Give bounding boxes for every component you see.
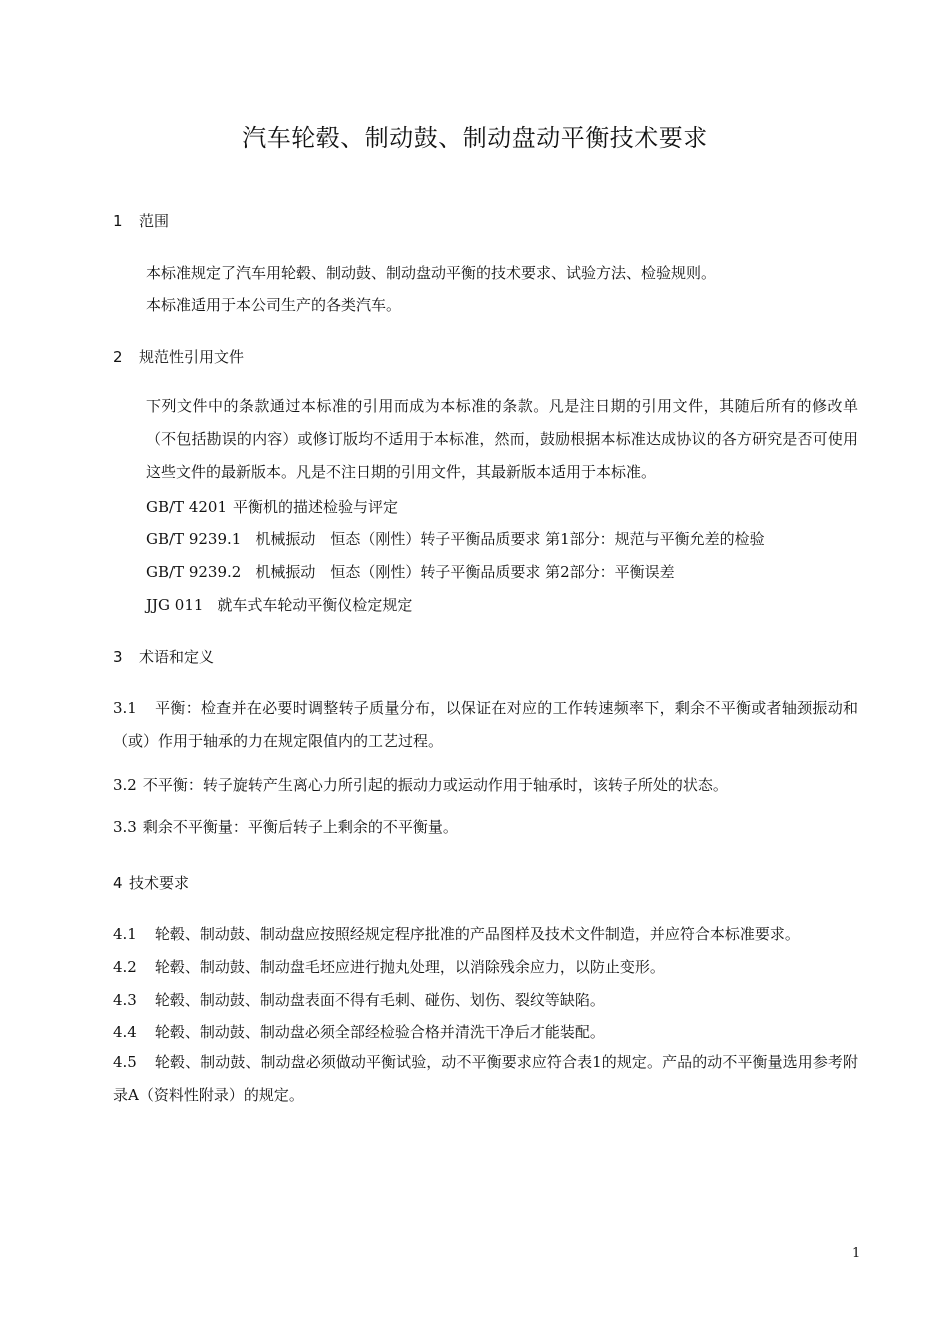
section-4-title: 技术要求 (129, 874, 190, 892)
requirement-text: 轮毂、制动鼓、制动盘必须做动平衡试验，动不平衡要求应符合表1的规定。产品的动不平衡量选用参考附录A（资料性附录）的规定。 (113, 1053, 858, 1104)
definition-text: 剩余不平衡量：平衡后转子上剩余的不平衡量。 (142, 818, 458, 836)
section-4-heading (113, 872, 189, 893)
requirement-number: 4.4 (113, 1023, 137, 1041)
reference-code: GB/T 9239.2 (146, 563, 242, 581)
requirement-text: 轮毂、制动鼓、制动盘必须全部经检验合格并清洗干净后才能装配。 (154, 1023, 605, 1041)
section-1-paragraph: 本标准规定了汽车用轮毂、制动鼓、制动盘动平衡的技术要求、试验方法、检验规则。 (146, 264, 717, 282)
reference-name: 就车式车轮动平衡仪检定规定 (217, 596, 413, 614)
reference-item (146, 594, 858, 615)
section-1-title: 范围 (139, 212, 170, 230)
definition-number: 3.1 (113, 699, 137, 717)
requirement-item (113, 923, 858, 944)
definition-item (113, 774, 858, 795)
section-3-number: 3 (113, 648, 123, 666)
requirement-item (113, 956, 858, 977)
section-1-paragraph: 本标准适用于本公司生产的各类汽车。 (146, 296, 402, 314)
section-2-number: 2 (113, 348, 123, 366)
requirement-item (113, 989, 858, 1010)
reference-name: 机械振动 恒态（刚性）转子平衡品质要求 第2部分：平衡误差 (255, 563, 675, 581)
definition-number: 3.2 (113, 776, 137, 794)
definition-text: 平衡：检查并在必要时调整转子质量分布，以保证在对应的工作转速频率下，剩余不平衡或者轴颈振动和（或）作用于轴承的力在规定限值内的工艺过程。 (113, 699, 858, 750)
reference-code: GB/T 9239.1 (146, 530, 242, 548)
section-2-intro (113, 390, 858, 489)
definition-item (113, 692, 858, 758)
definition-text: 不平衡：转子旋转产生离心力所引起的振动力或运动作用于轴承时，该转子所处的状态。 (142, 776, 728, 794)
section-4-number: 4 (113, 874, 123, 892)
section-2-heading (113, 346, 244, 367)
requirement-text: 轮毂、制动鼓、制动盘毛坯应进行抛丸处理，以消除残余应力，以防止变形。 (154, 958, 665, 976)
definition-number: 3.3 (113, 818, 137, 836)
reference-item (146, 496, 858, 517)
requirement-number: 4.5 (113, 1053, 137, 1071)
reference-item (146, 561, 858, 582)
requirement-item (113, 1046, 858, 1112)
reference-name: 机械振动 恒态（刚性）转子平衡品质要求 第1部分：规范与平衡允差的检验 (255, 530, 765, 548)
definition-item (113, 816, 858, 837)
requirement-text: 轮毂、制动鼓、制动盘应按照经规定程序批准的产品图样及技术文件制造，并应符合本标准要求。 (154, 925, 800, 943)
section-3-title: 术语和定义 (139, 648, 215, 666)
document-title: 汽车轮毂、制动鼓、制动盘动平衡技术要求 (242, 124, 708, 152)
reference-item (146, 528, 858, 549)
section-2-intro-text: 下列文件中的条款通过本标准的引用而成为本标准的条款。凡是注日期的引用文件，其随后所有的修改单（不包括勘误的内容）或修订版均不适用于本标准，然而，鼓励根据本标准达成协议的各方研究是否可使用这些文件的最新版本。凡是不注日期的引用文件，其最新版本适用于本标准。 (146, 397, 858, 481)
requirement-number: 4.2 (113, 958, 137, 976)
section-1-heading (113, 210, 169, 231)
section-2-title: 规范性引用文件 (139, 348, 245, 366)
reference-code: GB/T 4201 (146, 498, 228, 516)
requirement-item (113, 1021, 858, 1042)
section-1-number: 1 (113, 212, 123, 230)
reference-name: 平衡机的描述检验与评定 (233, 498, 399, 516)
page-number: 1 (852, 1246, 861, 1261)
section-3-heading (113, 646, 214, 667)
requirement-text: 轮毂、制动鼓、制动盘表面不得有毛刺、碰伤、划伤、裂纹等缺陷。 (154, 991, 605, 1009)
reference-code: JJG 011 (146, 596, 204, 614)
requirement-number: 4.1 (113, 925, 137, 943)
requirement-number: 4.3 (113, 991, 137, 1009)
